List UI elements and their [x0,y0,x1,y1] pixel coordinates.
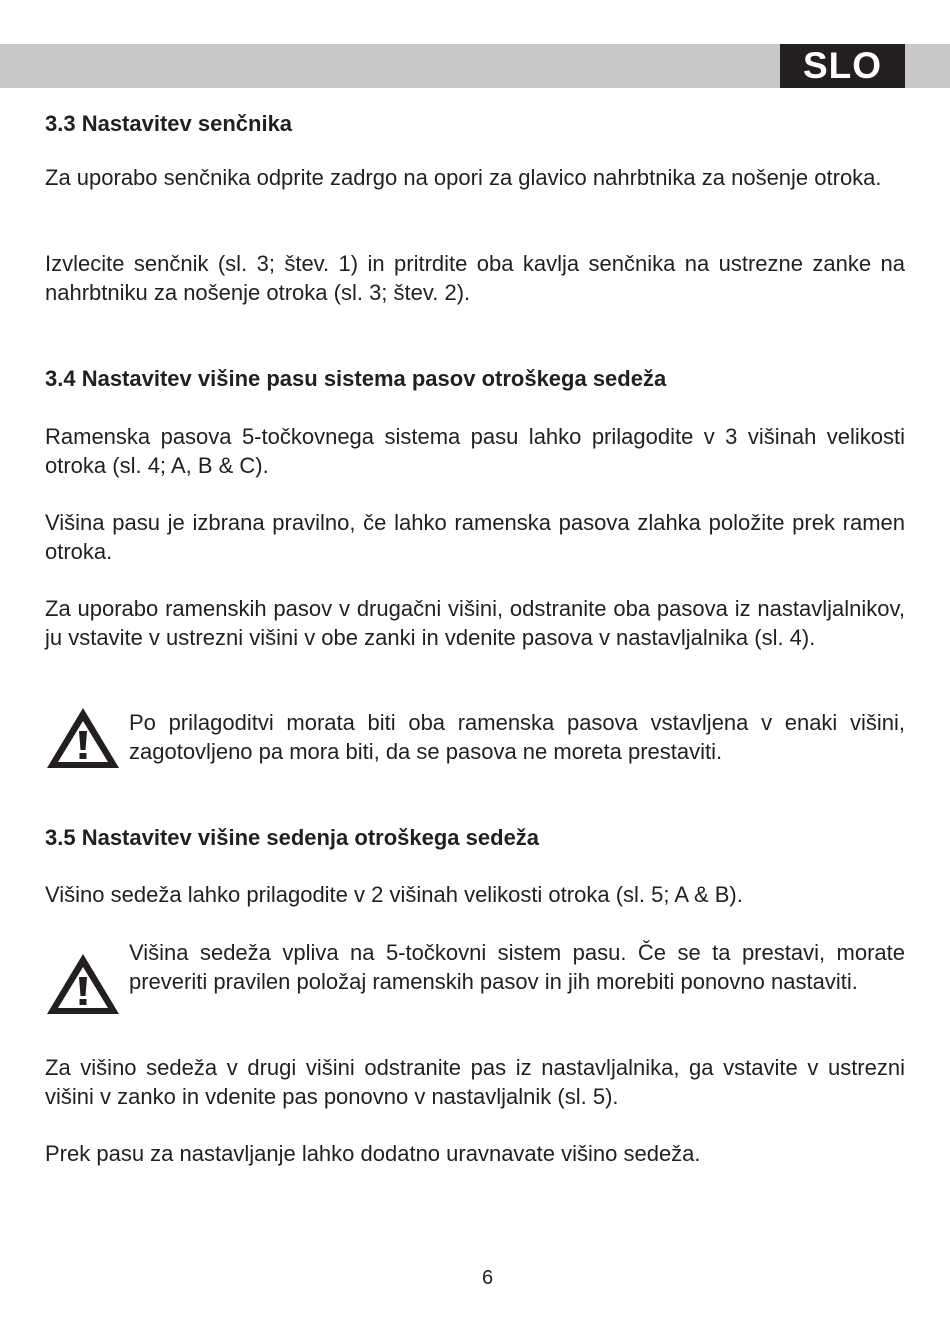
paragraph: Izvlecite senčnik (sl. 3; štev. 1) in pritrdite oba kavlja senčnika na ustrezne zanke na nahrbtniku za nošenje otroka (sl. 3; štev. 2). [45,251,905,305]
paragraph: Ramenska pasova 5-točkovnega sistema pasu lahko prilagodite v 3 višinah velikosti otroka (sl. 4; A, B & C). [45,424,905,478]
paragraph: Za višino sedeža v drugi višini odstranite pas iz nastavljalnika, ga vstavite v ustrezni višini v zanko in vdenite pas ponovno v nastavljalnik (sl. 5). [45,1055,905,1109]
warning-triangle-icon [45,706,121,770]
paragraph: Za uporabo senčnika odprite zadrgo na opori za glavico nahrbtnika za nošenje otroka. [45,165,882,190]
paragraph: Višino sedeža lahko prilagodite v 2 višinah velikosti otroka (sl. 5; A & B). [45,882,743,907]
warning-text: Višina sedeža vpliva na 5-točkovni sistem pasu. Če se ta prestavi, morate preveriti pravilen položaj ramenskih pasov in jih morebiti ponovno nastaviti. [129,940,905,994]
paragraph: Prek pasu za nastavljanje lahko dodatno uravnavate višino sedeža. [45,1141,701,1166]
paragraph: Za uporabo ramenskih pasov v drugačni višini, odstranite oba pasova iz nastavljalnikov, ju vstavite v ustrezni višini v obe zanki in vdenite pasova v nastavljalnika (sl. 4). [45,596,905,650]
page-number: 6 [481,1267,494,1289]
warning-triangle-icon [45,952,121,1016]
section-heading-3-4: 3.4 Nastavitev višine pasu sistema pasov otroškega sedeža [45,366,667,391]
language-badge: SLO [780,44,905,88]
paragraph: Višina pasu je izbrana pravilno, če lahko ramenska pasova zlahka položite prek ramen otroka. [45,510,905,564]
warning-text: Po prilagoditvi morata biti oba ramenska pasova vstavljena v enaki višini, zagotovljeno pa mora biti, da se pasova ne moreta prestaviti. [129,710,905,764]
section-heading-3-3: 3.3 Nastavitev senčnika [45,111,293,136]
section-heading-3-5: 3.5 Nastavitev višine sedenja otroškega sedeža [45,825,540,850]
